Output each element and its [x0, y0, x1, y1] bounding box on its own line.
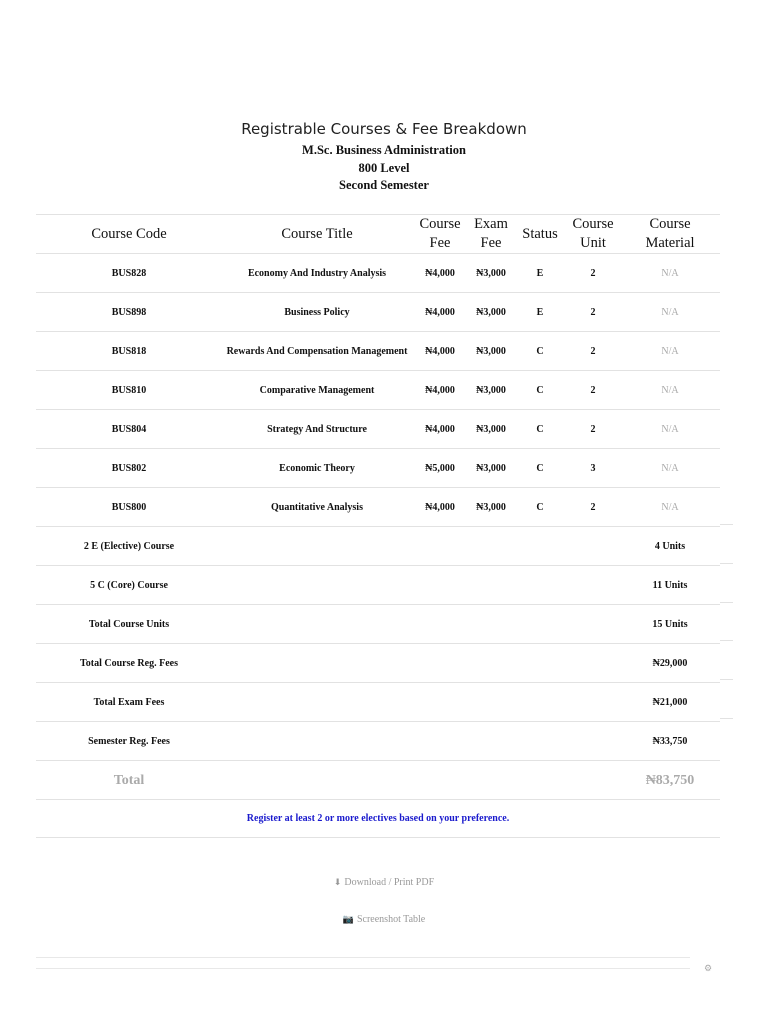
course-status: C: [514, 410, 566, 449]
course-material: N/A: [620, 371, 720, 410]
table-row: [36, 410, 720, 449]
download-print-button[interactable]: [0, 877, 768, 888]
course-title: Rewards And Compensation Management: [222, 332, 412, 371]
col-course-unit: Course Unit: [566, 215, 620, 254]
exam-fee: ₦3,000: [468, 410, 514, 449]
support-widget[interactable]: [697, 957, 733, 979]
course-fee: ₦5,000: [412, 449, 468, 488]
row-divider: [720, 524, 733, 525]
col-status: Status: [514, 215, 566, 254]
summary-row: [36, 605, 720, 644]
course-fee: ₦4,000: [412, 410, 468, 449]
courses-table: [36, 214, 720, 838]
summary-label: 2 E (Elective) Course: [36, 527, 222, 566]
summary-label: Total Course Units: [36, 605, 222, 644]
elective-note: Register at least 2 or more electives based on your preference.: [36, 800, 720, 838]
row-divider: [720, 718, 733, 719]
exam-fee: ₦3,000: [468, 488, 514, 527]
course-title: Quantitative Analysis: [222, 488, 412, 527]
exam-fee: ₦3,000: [468, 371, 514, 410]
course-code: BUS804: [36, 410, 222, 449]
summary-row: [36, 683, 720, 722]
table-row: [36, 293, 720, 332]
footer-divider: [36, 968, 690, 969]
summary-row: [36, 644, 720, 683]
course-unit: 2: [566, 371, 620, 410]
row-divider: [720, 563, 733, 564]
course-status: C: [514, 332, 566, 371]
page-title: Registrable Courses & Fee Breakdown: [241, 120, 527, 138]
course-unit: 2: [566, 293, 620, 332]
course-code: BUS828: [36, 254, 222, 293]
course-code: BUS810: [36, 371, 222, 410]
summary-value: ₦29,000: [620, 644, 720, 683]
summary-label: Total Course Reg. Fees: [36, 644, 222, 683]
table-row: [36, 449, 720, 488]
col-course-material: Course Material: [620, 215, 720, 254]
course-unit: 2: [566, 488, 620, 527]
course-title: Economic Theory: [222, 449, 412, 488]
summary-row: [36, 722, 720, 761]
course-material: N/A: [620, 332, 720, 371]
page-header: [0, 120, 768, 195]
download-icon: ⬇: [333, 877, 342, 887]
total-label: Total: [36, 761, 222, 800]
table-row: [36, 371, 720, 410]
table-row: [36, 332, 720, 371]
semester-label: Second Semester: [339, 178, 429, 192]
course-fee: ₦4,000: [412, 254, 468, 293]
course-material: N/A: [620, 293, 720, 332]
camera-icon: 📷: [342, 914, 354, 924]
headset-icon: ⚙: [704, 963, 713, 973]
course-status: E: [514, 254, 566, 293]
course-title: Strategy And Structure: [222, 410, 412, 449]
summary-label: 5 C (Core) Course: [36, 566, 222, 605]
summary-row: [36, 527, 720, 566]
course-material: N/A: [620, 254, 720, 293]
summary-row: [36, 566, 720, 605]
summary-value: ₦33,750: [620, 722, 720, 761]
col-course-title: Course Title: [222, 215, 412, 254]
program-name: M.Sc. Business Administration: [302, 143, 466, 157]
course-code: BUS898: [36, 293, 222, 332]
course-status: C: [514, 449, 566, 488]
summary-value: 15 Units: [620, 605, 720, 644]
row-divider: [720, 640, 733, 641]
course-material: N/A: [620, 488, 720, 527]
summary-value: 4 Units: [620, 527, 720, 566]
course-title: Business Policy: [222, 293, 412, 332]
course-unit: 2: [566, 254, 620, 293]
course-code: BUS818: [36, 332, 222, 371]
col-course-code: Course Code: [36, 215, 222, 254]
course-title: Comparative Management: [222, 371, 412, 410]
total-row: [36, 761, 720, 800]
exam-fee: ₦3,000: [468, 293, 514, 332]
footer-divider: [36, 957, 690, 958]
level-label: 800 Level: [358, 160, 410, 175]
course-fee: ₦4,000: [412, 488, 468, 527]
course-title: Economy And Industry Analysis: [222, 254, 412, 293]
col-course-fee: Course Fee: [412, 215, 468, 254]
course-status: E: [514, 293, 566, 332]
note-row: [36, 800, 720, 838]
course-material: N/A: [620, 449, 720, 488]
course-fee: ₦4,000: [412, 332, 468, 371]
course-fee: ₦4,000: [412, 371, 468, 410]
course-unit: 2: [566, 410, 620, 449]
col-exam-fee: Exam Fee: [468, 215, 514, 254]
total-value: ₦83,750: [620, 761, 720, 800]
table-row: [36, 488, 720, 527]
download-label: Download / Print PDF: [344, 877, 435, 888]
exam-fee: ₦3,000: [468, 254, 514, 293]
row-divider: [720, 602, 733, 603]
course-material: N/A: [620, 410, 720, 449]
course-code: BUS802: [36, 449, 222, 488]
summary-label: Total Exam Fees: [36, 683, 222, 722]
course-status: C: [514, 371, 566, 410]
course-status: C: [514, 488, 566, 527]
table-header-row: [36, 215, 720, 254]
course-unit: 3: [566, 449, 620, 488]
course-fee: ₦4,000: [412, 293, 468, 332]
summary-label: Semester Reg. Fees: [36, 722, 222, 761]
screenshot-table-button[interactable]: [0, 914, 768, 925]
screenshot-label: Screenshot Table: [356, 914, 426, 925]
exam-fee: ₦3,000: [468, 332, 514, 371]
course-code: BUS800: [36, 488, 222, 527]
exam-fee: ₦3,000: [468, 449, 514, 488]
summary-value: ₦21,000: [620, 683, 720, 722]
summary-value: 11 Units: [620, 566, 720, 605]
row-divider: [720, 679, 733, 680]
table-row: [36, 254, 720, 293]
course-unit: 2: [566, 332, 620, 371]
